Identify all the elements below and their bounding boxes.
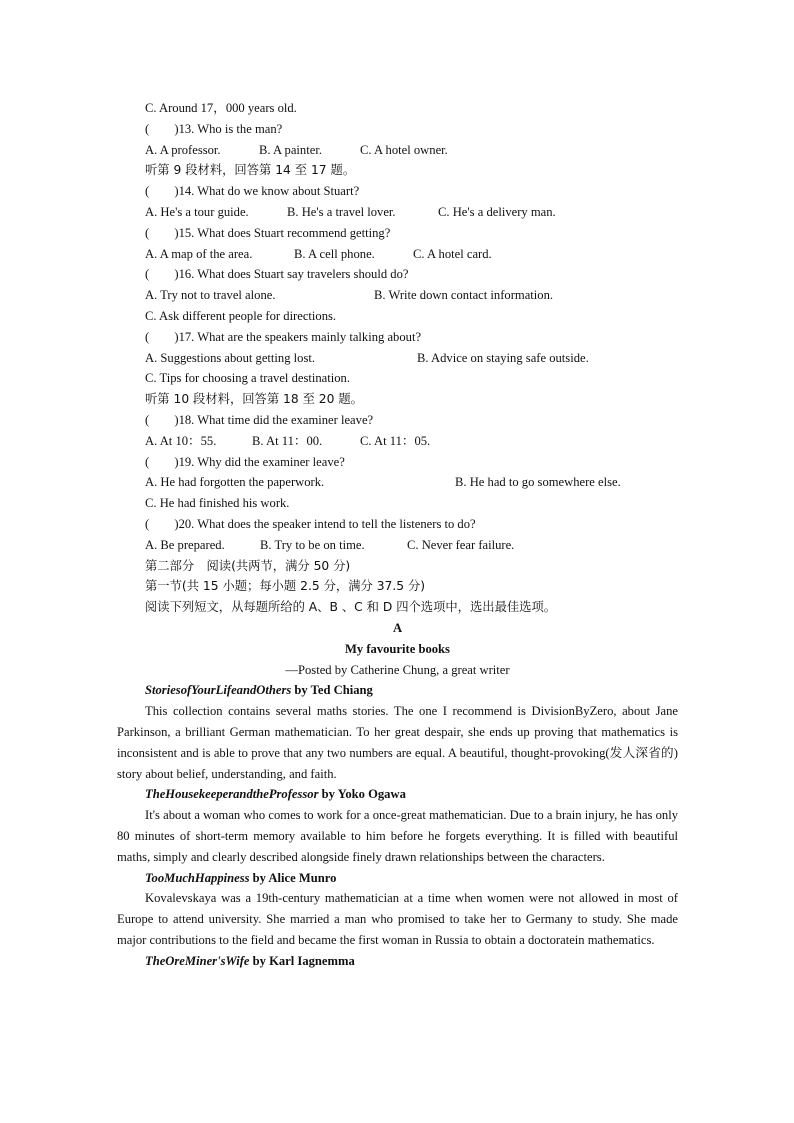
book-text: It's about a woman who comes to work for a once-great mathematician. Due to a brain injury, he has only 80 minutes of short-term memory available to him before he forgets everything. It is filled with beautiful maths, simply and clearly described alongside finely drawn relationships between the characters.	[117, 808, 678, 864]
q15-option-c: C. A hotel card.	[413, 246, 492, 261]
q13-option-b: B. A painter.	[259, 142, 322, 157]
section-10-heading: 听第 10 段材料，回答第 18 至 20 题。	[145, 392, 363, 407]
passage-title: My favourite books	[345, 641, 450, 656]
q19-option-c: C. He had finished his work.	[145, 496, 290, 511]
q15-option-b: B. A cell phone.	[294, 246, 375, 261]
book-author: by Yoko Ogawa	[318, 787, 406, 802]
book-name: StoriesofYourLifeandOthers	[145, 683, 292, 698]
listening-section	[145, 98, 705, 618]
book-title-1	[117, 680, 678, 701]
q14-option-b: B. He's a travel lover.	[287, 204, 396, 219]
book-author: by Karl Iagnemma	[249, 953, 355, 968]
q18-option-b: B. At 11：00.	[252, 433, 323, 448]
q18-option-c: C. At 11：05.	[360, 433, 431, 448]
q16-option-c: C. Ask different people for directions.	[145, 308, 337, 323]
reading-instructions: 阅读下列短文，从每题所给的 A、B 、C 和 D 四个选项中，选出最佳选项。	[145, 600, 557, 615]
book-name: TheOreMiner'sWife	[145, 953, 250, 968]
q19-options	[145, 472, 705, 493]
question-15: ( )15. What does Stuart recommend getting?	[145, 225, 391, 240]
q18-option-a: A. At 10：55.	[145, 433, 217, 448]
question-16: ( )16. What does Stuart say travelers should do?	[145, 267, 409, 282]
q12-option-c: C. Around 17，000 years old.	[145, 101, 297, 115]
question-18: ( )18. What time did the examiner leave?	[145, 412, 374, 427]
passage-letter: A	[392, 621, 403, 635]
question-14: ( )14. What do we know about Stuart?	[145, 184, 360, 199]
question-19: ( )19. Why did the examiner leave?	[145, 454, 345, 469]
book-desc-1	[117, 701, 678, 784]
q13-options	[145, 140, 705, 161]
q17-option-a: A. Suggestions about getting lost.	[145, 350, 316, 365]
q15-options	[145, 244, 705, 265]
q20-options	[145, 535, 705, 556]
q19-option-b: B. He had to go somewhere else.	[455, 475, 621, 490]
part-2-heading: 第二部分 阅读(共两节，满分 50 分)	[145, 558, 351, 573]
q17-option-b: B. Advice on staying safe outside.	[417, 350, 589, 365]
book-desc-2	[117, 805, 678, 867]
q17-option-c: C. Tips for choosing a travel destination.	[145, 371, 350, 386]
book-text: Kovalevskaya was a 19th-century mathematician at a time when women were not allowed in most of Europe to attend university. She married a man who promised to take her to Germany to study. She made major contributions to the field and became the first woman in Russia to obtain a doctoratein mathematics.	[117, 891, 678, 947]
book-text: This collection contains several maths stories. The one I recommend is DivisionByZero, about Jane Parkinson, a brilliant German mathematician. To her great despair, she ends up proving that mathematics is inconsistent and is able to prove that any two numbers are equal. A beautiful, thought-provoking(发人深省的) story about belief, understanding, and faith.	[117, 704, 678, 781]
book-name: TooMuchHappiness	[145, 870, 250, 885]
section-9-heading: 听第 9 段材料，回答第 14 至 17 题。	[145, 163, 356, 178]
book-name: TheHousekeeperandtheProfessor	[145, 787, 319, 802]
question-13: ( )13. Who is the man?	[145, 121, 283, 136]
section-1-heading: 第一节(共 15 小题；每小题 2.5 分，满分 37.5 分)	[145, 579, 426, 594]
q20-option-b: B. Try to be on time.	[260, 537, 365, 552]
q13-option-a: A. A professor.	[145, 142, 221, 157]
q14-option-c: C. He's a delivery man.	[438, 204, 556, 219]
passage-byline: —Posted by Catherine Chung, a great writer	[285, 662, 510, 677]
question-17: ( )17. What are the speakers mainly talking about?	[145, 329, 422, 344]
q16-option-b: B. Write down contact information.	[374, 288, 554, 303]
q14-options	[145, 202, 705, 223]
book-author: by Ted Chiang	[291, 683, 373, 698]
reading-passage-a	[117, 618, 678, 972]
q16-option-a: A. Try not to travel alone.	[145, 288, 276, 303]
q20-option-c: C. Never fear failure.	[407, 537, 515, 552]
book-title-2	[117, 784, 678, 805]
q18-options	[145, 431, 705, 452]
q14-option-a: A. He's a tour guide.	[145, 204, 249, 219]
book-title-3	[117, 868, 678, 889]
q20-option-a: A. Be prepared.	[145, 537, 225, 552]
q13-option-c: C. A hotel owner.	[360, 142, 448, 157]
q15-option-a: A. A map of the area.	[145, 246, 253, 261]
q19-option-a: A. He had forgotten the paperwork.	[145, 475, 325, 490]
question-20: ( )20. What does the speaker intend to tell the listeners to do?	[145, 516, 476, 531]
book-desc-3	[117, 888, 678, 950]
q17-options	[145, 348, 705, 369]
book-title-4	[117, 951, 678, 972]
book-author: by Alice Munro	[249, 870, 337, 885]
q16-options	[145, 285, 705, 306]
